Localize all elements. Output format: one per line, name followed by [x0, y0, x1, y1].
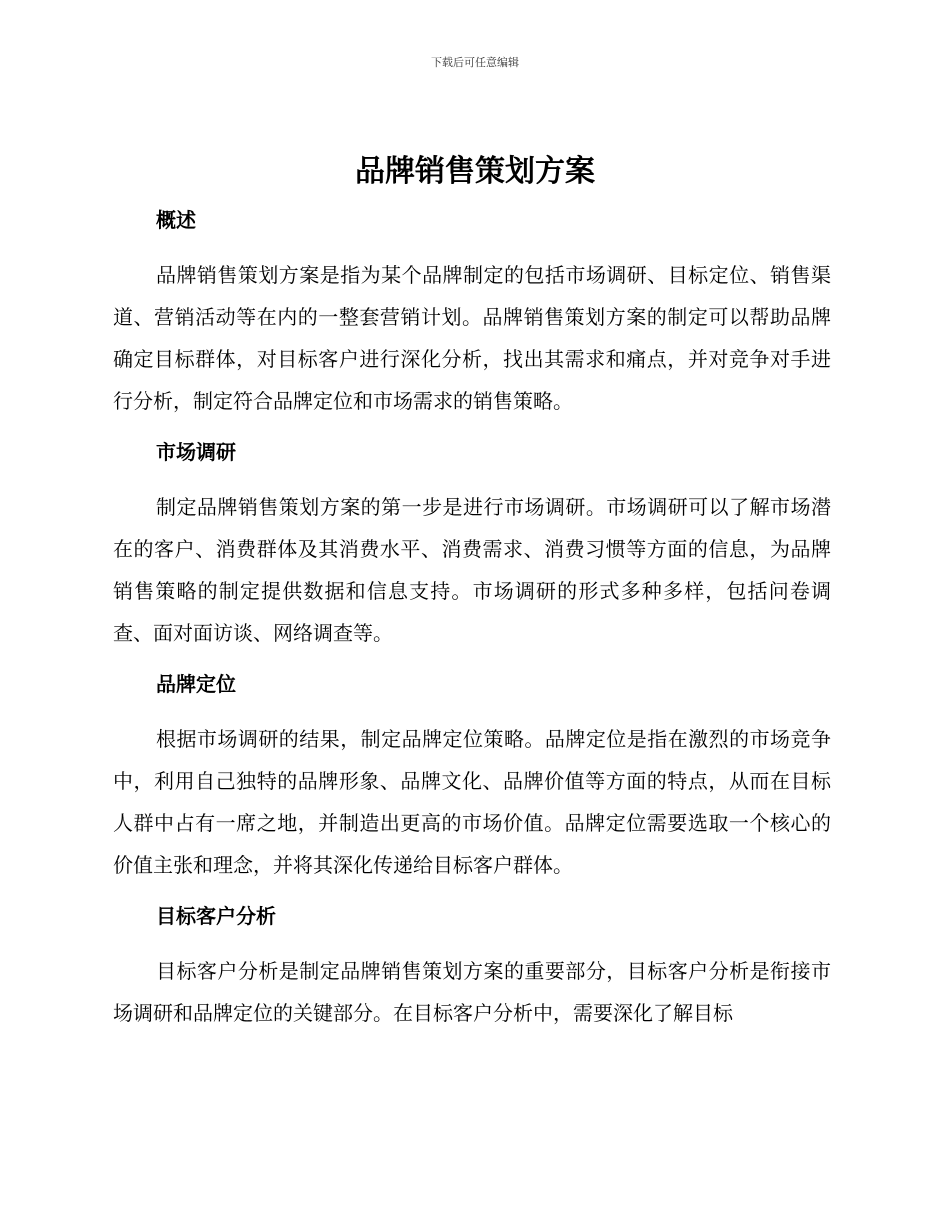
section-brand-positioning: [113, 670, 831, 886]
section-market-research: [113, 438, 831, 654]
section-heading: 目标客户分析: [156, 904, 276, 928]
section-paragraph: 品牌销售策划方案是指为某个品牌制定的包括市场调研、目标定位、销售渠道、营销活动等在内的一整套营销计划。品牌销售策划方案的制定可以帮助品牌确定目标群体，对目标客户进行深化分析，找出其需求和痛点，并对竞争对手进行分析，制定符合品牌定位和市场需求的销售策略。: [113, 263, 831, 413]
section-paragraph: 制定品牌销售策划方案的第一步是进行市场调研。市场调研可以了解市场潜在的客户、消费群体及其消费水平、消费需求、消费习惯等方面的信息，为品牌销售策略的制定提供数据和信息支持。市场调研的形式多种多样，包括问卷调查、面对面访谈、网络调查等。: [113, 495, 831, 645]
section-heading: 概述: [156, 208, 196, 232]
section-paragraph: 根据市场调研的结果，制定品牌定位策略。品牌定位是指在激烈的市场竞争中，利用自己独特的品牌形象、品牌文化、品牌价值等方面的特点，从而在目标人群中占有一席之地，并制造出更高的市场价值。品牌定位需要选取一个核心的价值主张和理念，并将其深化传递给目标客户群体。: [113, 727, 831, 877]
section-target-customer-analysis: [113, 902, 831, 1034]
document-title: 品牌销售策划方案: [355, 154, 595, 189]
section-overview: [113, 206, 831, 422]
section-paragraph: 目标客户分析是制定品牌销售策划方案的重要部分，目标客户分析是衔接市场调研和品牌定位的关键部分。在目标客户分析中，需要深化了解目标: [113, 959, 831, 1025]
section-heading: 品牌定位: [156, 672, 236, 696]
document-body: [113, 206, 831, 1050]
section-heading: 市场调研: [156, 440, 236, 464]
page-header-note: 下载后可任意编辑: [431, 56, 519, 69]
